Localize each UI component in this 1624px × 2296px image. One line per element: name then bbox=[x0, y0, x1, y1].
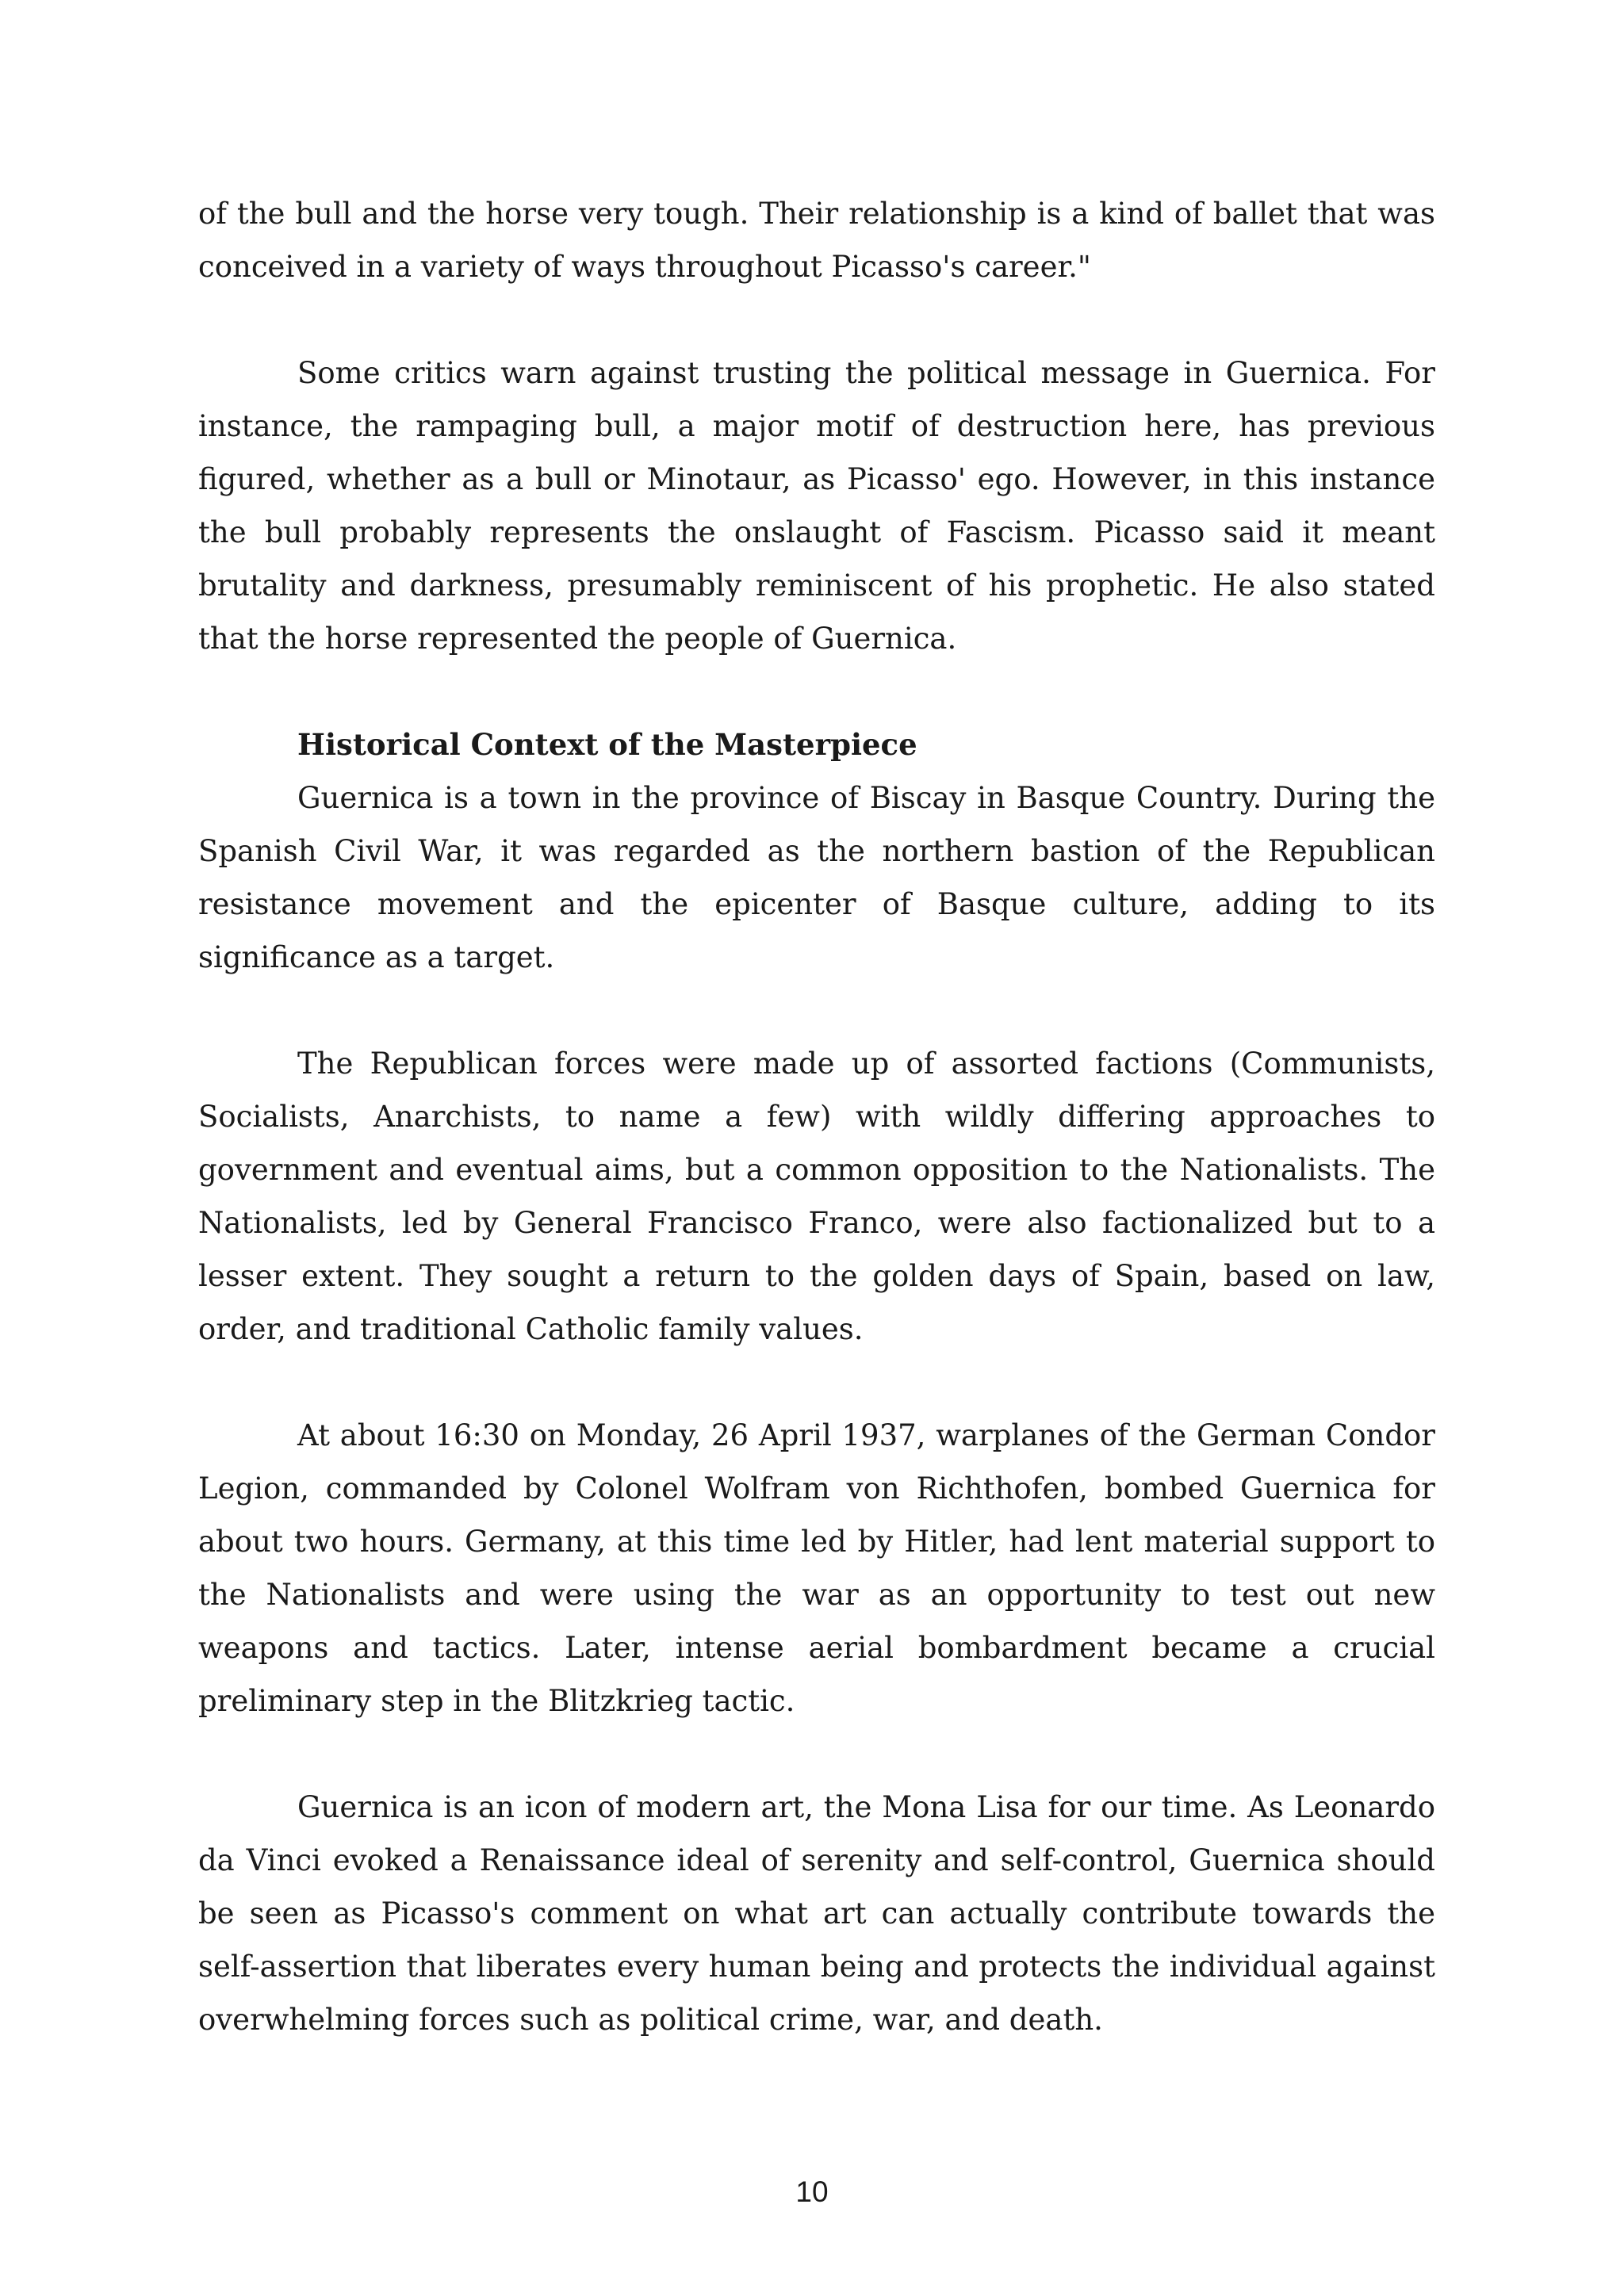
paragraph-icon-of-modern-art: Guernica is an icon of modern art, the Mona Lisa for our time. As Leonardo da Vinci evoked a Renaissance ideal of serenity and self-control, Guernica should be seen as Picasso's comment on what art can actually contribute towards the self-assertion that liberates every human being and protects the individual against overwhelming forces such as political crime, war, and death. bbox=[198, 1790, 1435, 2037]
paragraph-guernica-town: Guernica is a town in the province of Biscay in Basque Country. During the Spanish Civil War, it was regarded as the northern bastion of the Republican resistance movement and the epicenter of Basque culture, adding to its significance as a target. bbox=[198, 781, 1435, 974]
paragraph-republican-forces: The Republican forces were made up of assorted factions (Communists, Socialists, Anarchists, to name a few) with wildly differing approaches to government and eventual aims, but a common opposition to the Nationalists. The Nationalists, led by General Francisco Franco, were also factionalized but to a lesser extent. They sought a return to the golden days of Spain, based on law, order, and traditional Catholic family values. bbox=[198, 1047, 1435, 1346]
paragraph-continuation: of the bull and the horse very tough. Their relationship is a kind of ballet that was conceived in a variety of ways throughout Picasso's career." bbox=[198, 197, 1435, 284]
section-heading: Historical Context of the Masterpiece bbox=[297, 727, 917, 762]
paragraph-bombing: At about 16:30 on Monday, 26 April 1937, warplanes of the German Condor Legion, commanded by Colonel Wolfram von Richthofen, bombed Guernica for about two hours. Germany, at this time led by Hitler, had lent material support to the Nationalists and were using the war as an opportunity to test out new weapons and tactics. Later, intense aerial bombardment became a crucial preliminary step in the Blitzkrieg tactic. bbox=[198, 1418, 1435, 1718]
body-text bbox=[198, 187, 1435, 2046]
page-number: 10 bbox=[795, 2175, 829, 2208]
paragraph-critics: Some critics warn against trusting the political message in Guernica. For instance, the rampaging bull, a major motif of destruction here, has previous figured, whether as a bull or Minotaur, as Picasso' ego. However, in this instance the bull probably represents the onslaught of Fascism. Picasso said it meant brutality and darkness, presumably reminiscent of his prophetic. He also stated that the horse represented the people of Guernica. bbox=[198, 356, 1435, 656]
